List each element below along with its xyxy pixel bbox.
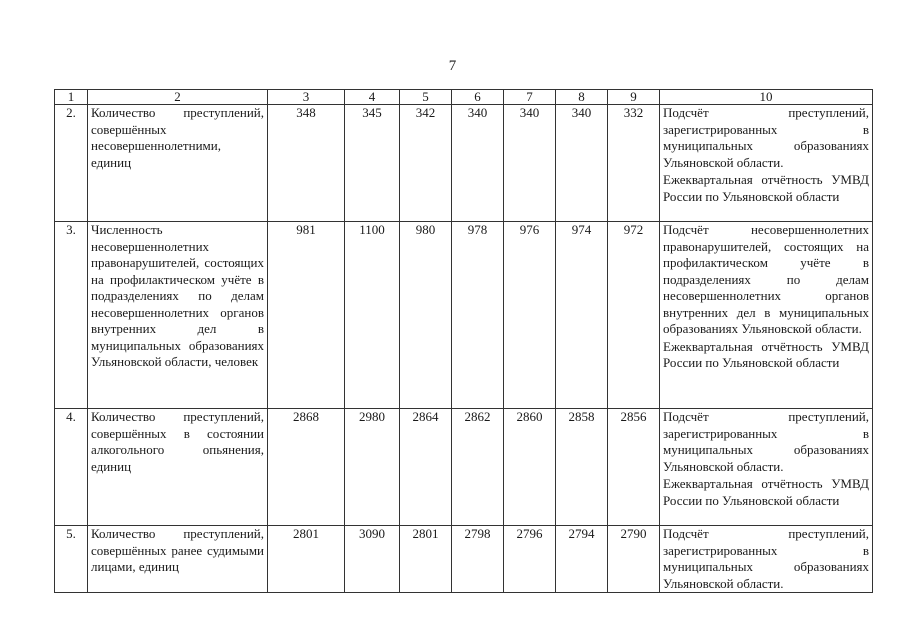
value-cell: 2801 (268, 526, 345, 593)
row-number: 5. (55, 526, 88, 593)
table-row (55, 409, 873, 526)
value-cell: 2790 (608, 526, 660, 593)
value-cell: 972 (608, 222, 660, 409)
value-cell: 2860 (504, 409, 556, 526)
value-cell: 978 (452, 222, 504, 409)
header-cell: 8 (556, 90, 608, 105)
header-cell: 2 (88, 90, 268, 105)
table-row (55, 222, 873, 409)
table-row (55, 105, 873, 222)
note-paragraph: Ежеквартальная отчётность УМВД России по Ульяновской области (663, 172, 869, 204)
value-cell: 976 (504, 222, 556, 409)
value-cell: 980 (400, 222, 452, 409)
value-cell: 340 (452, 105, 504, 222)
header-cell: 5 (400, 90, 452, 105)
note-paragraph: Ежеквартальная отчётность УМВД России по Ульяновской области (663, 338, 869, 370)
header-cell: 10 (660, 90, 873, 105)
header-cell: 4 (345, 90, 400, 105)
value-cell: 981 (268, 222, 345, 409)
value-cell: 2856 (608, 409, 660, 526)
value-cell: 342 (400, 105, 452, 222)
indicator-name: Количество преступлений, совершённых в состоянии алкогольного опьянения, единиц (88, 409, 268, 526)
value-cell: 340 (556, 105, 608, 222)
value-cell: 2980 (345, 409, 400, 526)
indicator-name: Количество преступлений, совершённых несовершеннолетними, единиц (88, 105, 268, 222)
value-cell: 2858 (556, 409, 608, 526)
header-cell: 7 (504, 90, 556, 105)
method-note (660, 222, 873, 409)
value-cell: 2801 (400, 526, 452, 593)
note-paragraph: Подсчёт преступлений, зарегистрированных в муниципальных образованиях Ульяновской области. (663, 409, 869, 474)
method-note (660, 105, 873, 222)
note-paragraph: Ежеквартальная отчётность УМВД России по Ульяновской области (663, 476, 869, 508)
note-paragraph: Подсчёт преступлений, зарегистрированных в муниципальных образованиях Ульяновской области. (663, 526, 869, 591)
note-paragraph: Подсчёт несовершеннолетних правонарушителей, состоящих на профилактическом учёте в подразделениях по делам несовершеннолетних органов внутренних дел в муниципальных образованиях Ульяновской области. (663, 222, 869, 336)
method-note (660, 409, 873, 526)
table-row (55, 526, 873, 593)
row-number: 3. (55, 222, 88, 409)
page-number: 7 (448, 58, 457, 74)
value-cell: 2794 (556, 526, 608, 593)
value-cell: 1100 (345, 222, 400, 409)
value-cell: 2796 (504, 526, 556, 593)
value-cell: 348 (268, 105, 345, 222)
header-cell: 6 (452, 90, 504, 105)
indicators-table (54, 89, 873, 593)
method-note (660, 526, 873, 593)
value-cell: 2868 (268, 409, 345, 526)
value-cell: 974 (556, 222, 608, 409)
value-cell: 332 (608, 105, 660, 222)
value-cell: 2798 (452, 526, 504, 593)
value-cell: 345 (345, 105, 400, 222)
header-cell: 1 (55, 90, 88, 105)
row-number: 4. (55, 409, 88, 526)
indicator-name: Численность несовершеннолетних правонарушителей, состоящих на профилактическом учёте в подразделениях по делам несовершеннолетних органов внутренних дел в муниципальных образованиях Ульяновской области, человек (88, 222, 268, 409)
row-number: 2. (55, 105, 88, 222)
value-cell: 2862 (452, 409, 504, 526)
header-cell: 9 (608, 90, 660, 105)
header-cell: 3 (268, 90, 345, 105)
value-cell: 3090 (345, 526, 400, 593)
header-row (55, 90, 873, 105)
value-cell: 340 (504, 105, 556, 222)
indicator-name: Количество преступлений, совершённых ранее судимыми лицами, единиц (88, 526, 268, 593)
note-paragraph: Подсчёт преступлений, зарегистрированных в муниципальных образованиях Ульяновской области. (663, 105, 869, 170)
value-cell: 2864 (400, 409, 452, 526)
